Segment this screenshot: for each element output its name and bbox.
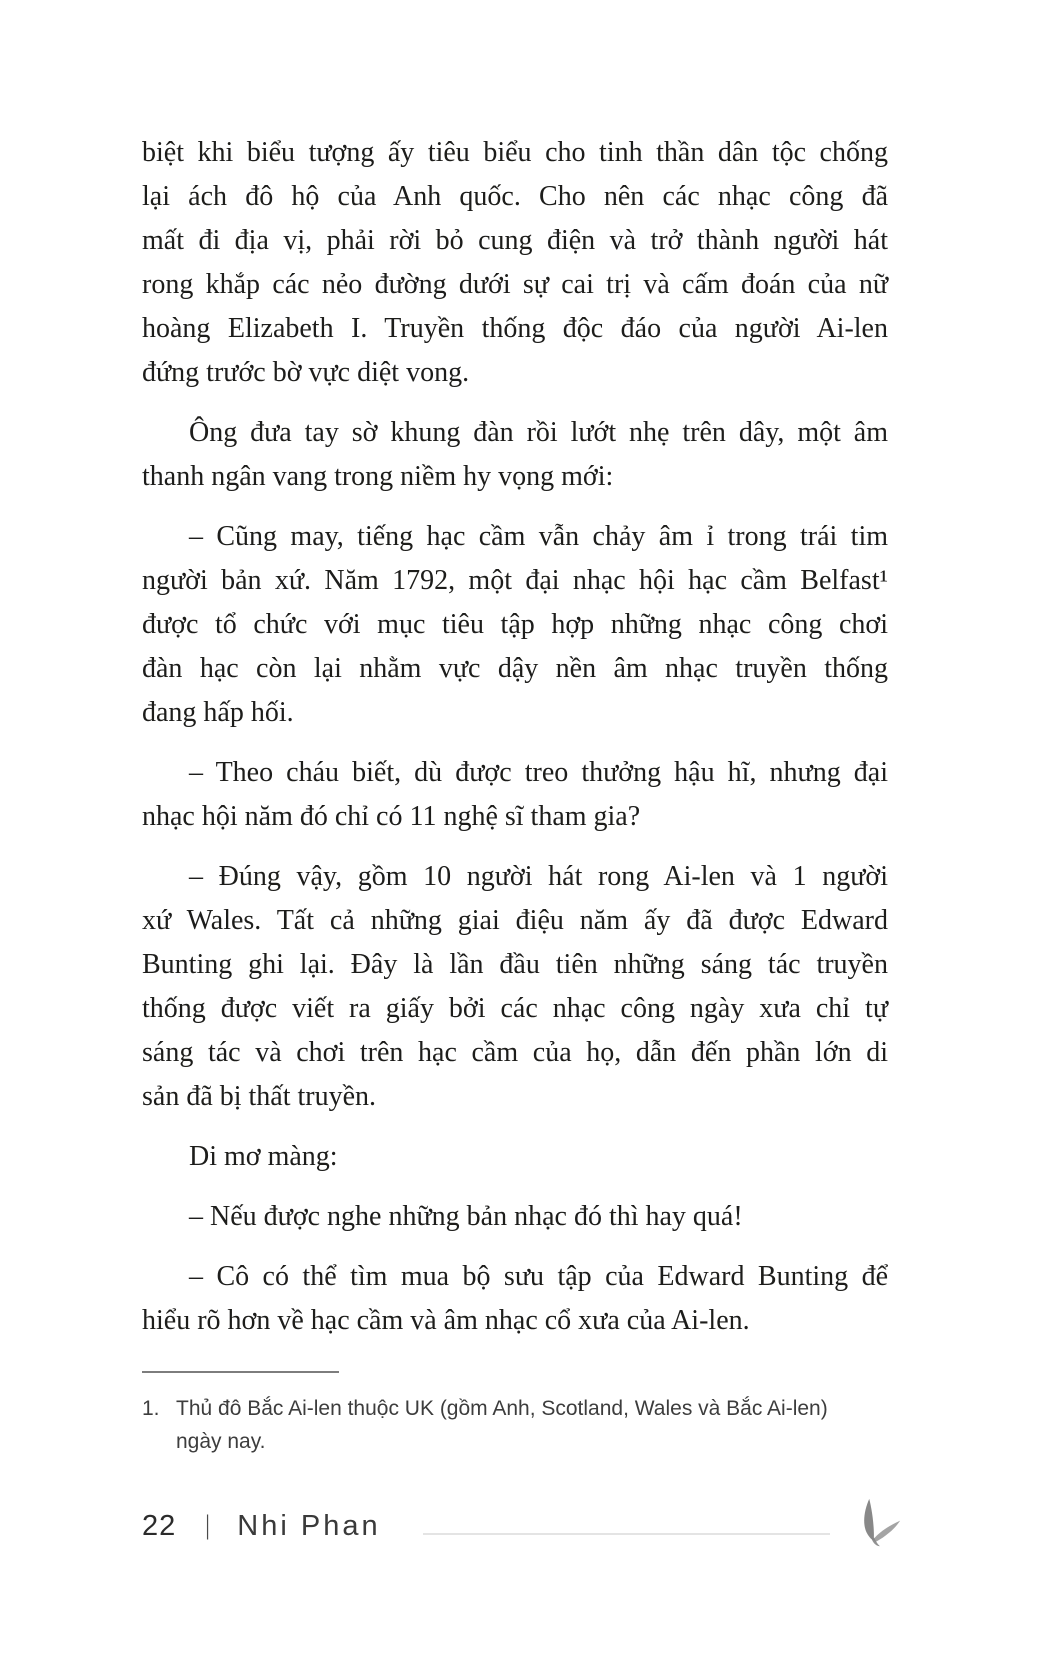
paragraph xyxy=(142,515,888,735)
text-line: sản đã bị thất truyền. xyxy=(142,1081,377,1112)
text-line: rong khắp các nẻo đường dưới sự cai trị và cấm đoán của nữ xyxy=(142,269,888,300)
footer-separator: | xyxy=(205,1509,210,1540)
text-line: xứ Wales. Tất cả những giai điệu năm ấy đã được Edward xyxy=(142,905,888,936)
paragraph xyxy=(142,1255,888,1343)
footnote xyxy=(142,1392,922,1458)
text-line: đứng trước bờ vực diệt vong. xyxy=(142,357,470,388)
text-line: nhạc hội năm đó chỉ có 11 nghệ sĩ tham gia? xyxy=(142,801,641,832)
text-line: sáng tác và chơi trên hạc cầm của họ, dẫn đến phần lớn di xyxy=(142,1037,888,1068)
footer-rule xyxy=(423,1533,830,1535)
paragraph xyxy=(142,1195,888,1239)
text-line: Ông đưa tay sờ khung đàn rồi lướt nhẹ trên dây, một âm xyxy=(189,417,888,448)
footnote-rule xyxy=(142,1371,339,1373)
paragraph xyxy=(142,411,888,499)
text-line: đàn hạc còn lại nhằm vực dậy nền âm nhạc truyền thống xyxy=(142,653,888,684)
text-line: hiểu rõ hơn về hạc cầm và âm nhạc cổ xưa của Ai-len. xyxy=(142,1305,750,1336)
page-number: 22 xyxy=(142,1509,177,1542)
text-line: lại ách đô hộ của Anh quốc. Cho nên các nhạc công đã xyxy=(142,181,888,212)
footnote-lines xyxy=(176,1392,828,1458)
text-line: người bản xứ. Năm 1792, một đại nhạc hội hạc cầm Belfast¹ xyxy=(142,565,888,596)
text-line: thanh ngân vang trong niềm hy vọng mới: xyxy=(142,461,614,492)
text-line: Di mơ màng: xyxy=(189,1141,338,1172)
text-line: thống được viết ra giấy bởi các nhạc công ngày xưa chỉ tự xyxy=(142,993,888,1024)
text-line: – Cũng may, tiếng hạc cầm vẫn chảy âm ỉ trong trái tim xyxy=(189,521,888,552)
text-line: mất đi địa vị, phải rời bỏ cung điện và trở thành người hát xyxy=(142,225,888,256)
seagull-icon xyxy=(846,1497,908,1555)
text-line: Bunting ghi lại. Đây là lần đầu tiên những sáng tác truyền xyxy=(142,949,888,980)
text-line: – Nếu được nghe những bản nhạc đó thì hay quá! xyxy=(189,1201,743,1232)
author-name: Nhi Phan xyxy=(237,1509,381,1542)
paragraph xyxy=(142,131,888,395)
text-line: – Đúng vậy, gồm 10 người hát rong Ai-len và 1 người xyxy=(189,861,888,892)
paragraph xyxy=(142,751,888,839)
text-line: – Cô có thể tìm mua bộ sưu tập của Edward Bunting để xyxy=(189,1261,888,1292)
footnote-line: ngày nay. xyxy=(176,1430,266,1453)
text-line: được tổ chức với mục tiêu tập hợp những nhạc công chơi xyxy=(142,609,888,640)
text-line: biệt khi biểu tượng ấy tiêu biểu cho tinh thần dân tộc chống xyxy=(142,137,888,168)
paragraph xyxy=(142,855,888,1119)
text-line: – Theo cháu biết, dù được treo thưởng hậu hĩ, nhưng đại xyxy=(189,757,888,788)
footer xyxy=(142,1500,908,1552)
footnote-marker: 1. xyxy=(142,1397,160,1420)
paragraph xyxy=(142,1135,888,1179)
text-line: hoàng Elizabeth I. Truyền thống độc đáo của người Ai-len xyxy=(142,313,888,344)
footnote-line: Thủ đô Bắc Ai-len thuộc UK (gồm Anh, Scotland, Wales và Bắc Ai-len) xyxy=(176,1397,828,1420)
body-text xyxy=(142,131,888,1343)
text-line: đang hấp hối. xyxy=(142,697,294,728)
